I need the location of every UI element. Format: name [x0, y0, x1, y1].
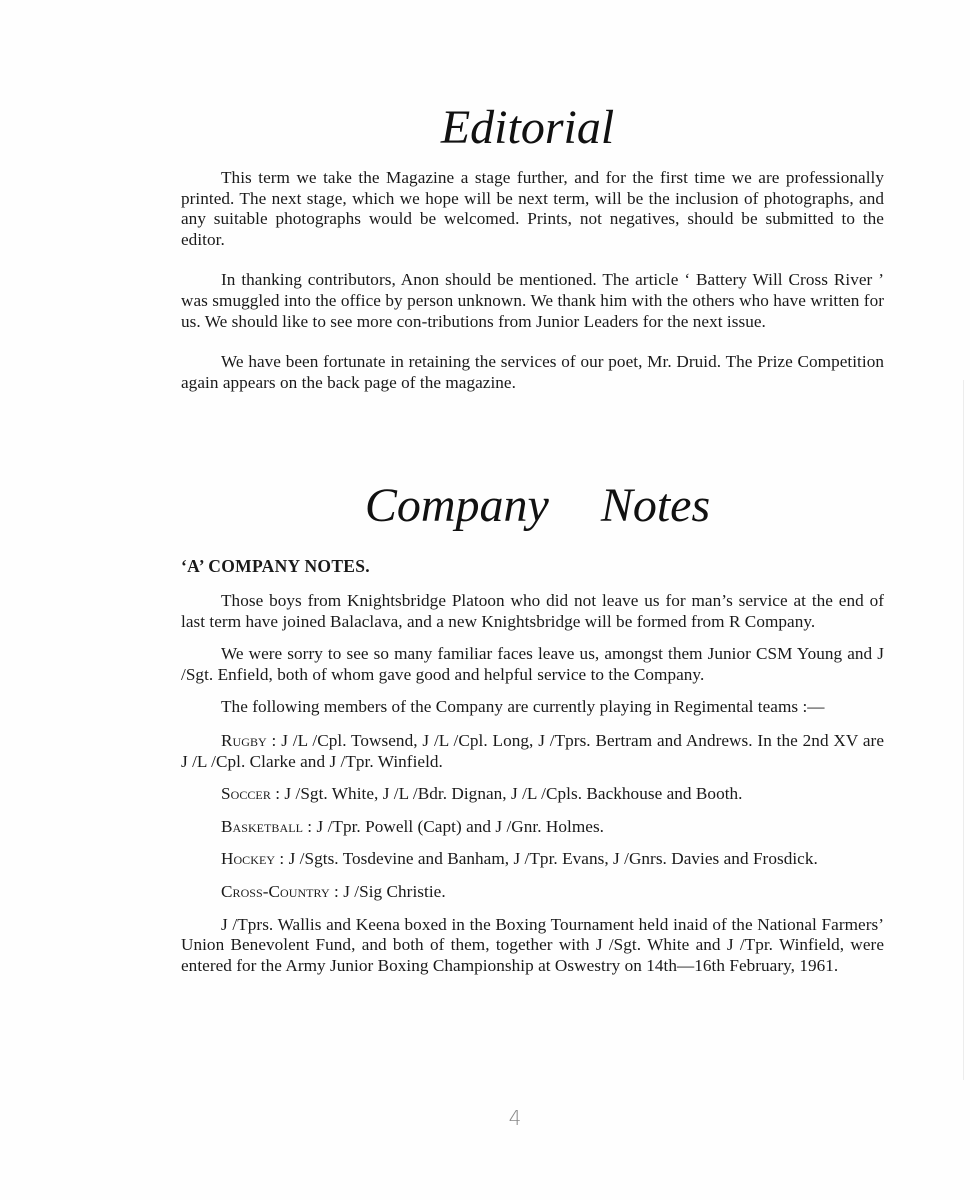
editorial-paragraph: In thanking contributors, Anon should be mentioned. The article ‘ Battery Will Cross River ’ was smuggled into the office by person unknown. We thank him with the others who have written for us. We should like to see more con-tributions from Junior Leaders for the next issue. [181, 270, 884, 331]
team-members: J /Sgts. Tosdevine and Banham, J /Tpr. Evans, J /Gnrs. Davies and Frosdick. [288, 849, 818, 869]
sport-label: Soccer : [221, 784, 281, 804]
editorial-paragraph: We have been fortunate in retaining the services of our poet, Mr. Druid. The Prize Competition again appears on the back page of the magazine. [181, 352, 884, 392]
company-paragraph: We were sorry to see so many familiar faces leave us, amongst them Junior CSM Young and J /Sgt. Enfield, both of whom gave good and helpful service to the Company. [181, 644, 884, 684]
sport-label: Rugby : [221, 730, 277, 750]
team-entry-cross-country [181, 882, 884, 903]
team-entry-rugby [181, 731, 884, 772]
editorial-title: Editorial [440, 101, 615, 154]
team-members: J /Sig Christie. [343, 881, 446, 901]
company-paragraph: Those boys from Knightsbridge Platoon who did not leave us for man’s service at the end of last term have joined Balaclava, and a new Knightsbridge will be formed from R Company. [181, 591, 884, 631]
team-entry-basketball [181, 817, 884, 838]
closing-paragraph: J /Tprs. Wallis and Keena boxed in the Boxing Tournament held inaid of the National Farmers’ Union Benevolent Fund, and both of them, together with J /Sgt. White and J /Tpr. Winfield, were entered for the Army Junior Boxing Championship at Oswestry on 14th—16th February, 1961. [181, 914, 884, 975]
page-edge-shadow [963, 380, 964, 1080]
company-paragraph: The following members of the Company are currently playing in Regimental teams :— [221, 697, 825, 717]
editorial-body [181, 168, 884, 393]
team-entry-hockey [181, 849, 884, 870]
company-notes-body [181, 556, 884, 976]
sport-label: Cross-Country : [221, 881, 339, 901]
team-entry-soccer [181, 784, 884, 805]
sport-label: Basketball : [221, 816, 313, 836]
page-number: 4 [508, 1106, 522, 1130]
editorial-paragraph: This term we take the Magazine a stage further, and for the first time we are professionally printed. The next stage, which we hope will be next term, will be the inclusion of photographs, and any suitable photographs would be welcomed. Prints, not negatives, should be submitted to the editor. [181, 168, 884, 249]
section-heading: ‘A’ COMPANY NOTES. [181, 556, 370, 576]
company-notes-title: Company Notes [364, 479, 711, 532]
team-members: J /Tpr. Powell (Capt) and J /Gnr. Holmes. [316, 816, 605, 836]
team-members: J /Sgt. White, J /L /Bdr. Dignan, J /L /Cpls. Backhouse and Booth. [284, 784, 743, 804]
sport-label: Hockey : [221, 849, 285, 869]
team-members: J /L /Cpl. Towsend, J /L /Cpl. Long, J /Tprs. Bertram and Andrews. In the 2nd XV are J /L /Cpl. Clarke and J /Tpr. Winfield. [181, 730, 885, 771]
